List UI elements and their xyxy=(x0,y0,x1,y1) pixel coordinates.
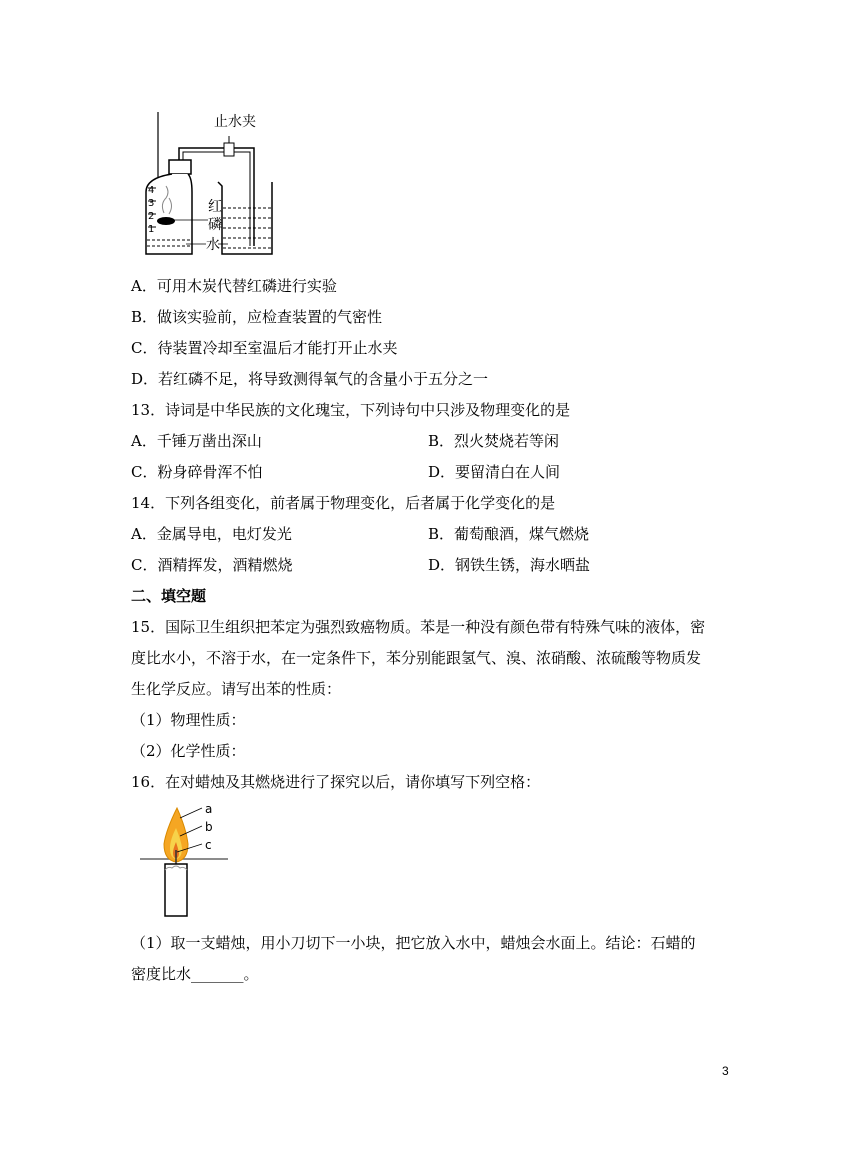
q13-option-c: C．粉身碎骨浑不怕 xyxy=(131,463,263,481)
scale-mark-3: 3 xyxy=(148,198,155,209)
flame-label-c: c xyxy=(205,838,212,852)
q14-stem: 14．下列各组变化，前者属于物理变化，后者属于化学变化的是 xyxy=(131,494,556,512)
water-label: 水 xyxy=(206,237,220,253)
q13-stem: 13．诗词是中华民族的文化瑰宝，下列诗句中只涉及物理变化的是 xyxy=(131,401,571,419)
q15-line-3: 生化学反应。请写出苯的性质： xyxy=(131,680,342,698)
q15-physical-properties: （1）物理性质： xyxy=(131,711,246,729)
q12-option-b: B．做该实验前，应检查装置的气密性 xyxy=(131,308,383,326)
q16-stem: 16．在对蜡烛及其燃烧进行了探究以后，请你填写下列空格： xyxy=(131,773,541,791)
q14-option-d: D．钢铁生锈，海水晒盐 xyxy=(428,556,591,574)
scale-mark-4: 4 xyxy=(148,185,155,196)
clamp-label: 止水夹 xyxy=(214,114,256,130)
q12-option-c: C．待装置冷却至室温后才能打开止水夹 xyxy=(131,339,398,357)
q13-option-d: D．要留清白在人间 xyxy=(428,463,561,481)
q12-option-d: D．若红磷不足，将导致测得氧气的含量小于五分之一 xyxy=(131,370,489,388)
flame-label-b: b xyxy=(205,820,213,834)
section-heading: 二、填空题 xyxy=(131,587,207,605)
q15-line-1: 15．国际卫生组织把苯定为强烈致癌物质。苯是一种没有颜色带有特殊气味的液体，密 xyxy=(131,618,706,636)
q14-option-a: A．金属导电，电灯发光 xyxy=(131,525,292,543)
phosphorus-apparatus-figure xyxy=(136,108,276,258)
q15-line-2: 度比水小，不溶于水，在一定条件下，苯分别能跟氢气、溴、浓硝酸、浓硫酸等物质发 xyxy=(131,649,702,667)
candle-flame-figure xyxy=(140,800,230,920)
q16-sub1-line-2: 密度比水_______。 xyxy=(131,965,259,983)
phosphorus-label-1: 红 xyxy=(208,199,222,215)
scale-mark-2: 2 xyxy=(148,211,155,222)
phosphorus-label-2: 磷 xyxy=(208,217,222,233)
page-number: 3 xyxy=(722,1064,729,1078)
flame-label-a: a xyxy=(205,802,213,816)
scale-mark-1: 1 xyxy=(148,224,155,235)
q13-option-a: A．千锤万凿出深山 xyxy=(131,432,262,450)
q16-sub1-line-1: （1）取一支蜡烛，用小刀切下一小块，把它放入水中，蜡烛会水面上。结论：石蜡的 xyxy=(131,934,696,952)
q13-option-b: B．烈火焚烧若等闲 xyxy=(428,432,560,450)
q12-option-a: A．可用木炭代替红磷进行实验 xyxy=(131,277,337,295)
q15-chemical-properties: （2）化学性质： xyxy=(131,742,246,760)
q14-option-c: C．酒精挥发，酒精燃烧 xyxy=(131,556,293,574)
q14-option-b: B．葡萄酿酒，煤气燃烧 xyxy=(428,525,590,543)
